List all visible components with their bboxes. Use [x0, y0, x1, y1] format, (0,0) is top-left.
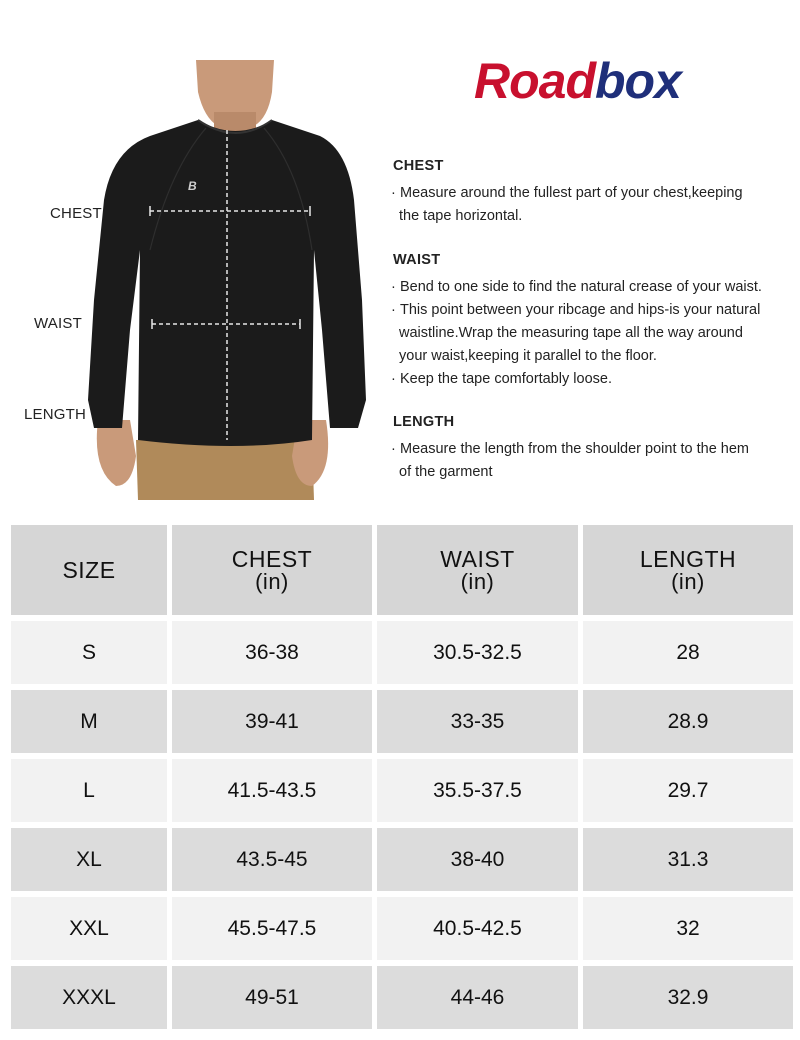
table-cell-length: 29.7 — [583, 759, 793, 822]
header-waist-unit: (in) — [460, 569, 495, 594]
table-cell-size: XXXL — [11, 966, 167, 1029]
table-cell-waist: 33-35 — [377, 690, 578, 753]
logo-part-a: Road — [474, 53, 595, 109]
table-cell-waist: 40.5-42.5 — [377, 897, 578, 960]
guide-chest-line: the tape horizontal. — [399, 208, 523, 224]
table-cell-length: 28 — [583, 621, 793, 684]
table-cell-length: 28.9 — [583, 690, 793, 753]
guide-waist-line: your waist,keeping it parallel to the floor. — [399, 348, 657, 364]
svg-text:B: B — [188, 179, 197, 193]
table-cell-waist: 35.5-37.5 — [377, 759, 578, 822]
table-cell-chest: 36-38 — [172, 621, 372, 684]
guide-length-line: · Measure the length from the shoulder point to the hem — [393, 438, 793, 461]
table-cell-waist: 30.5-32.5 — [377, 621, 578, 684]
guide-waist-title: WAIST — [393, 252, 441, 268]
guide-length-title: LENGTH — [393, 414, 455, 430]
header-chest — [172, 525, 372, 615]
table-cell-size: S — [11, 621, 167, 684]
table-cell-waist: 38-40 — [377, 828, 578, 891]
guide-chest-line: · Measure around the fullest part of your chest,keeping — [393, 182, 793, 205]
table-cell-chest: 43.5-45 — [172, 828, 372, 891]
waist-label: WAIST — [34, 315, 82, 332]
brand-logo-text — [474, 52, 694, 110]
guide-waist-line: · Keep the tape comfortably loose. — [393, 368, 793, 391]
guide-waist-line: · This point between your ribcage and hips-is your natural — [393, 299, 793, 322]
table-cell-chest: 41.5-43.5 — [172, 759, 372, 822]
table-cell-length: 31.3 — [583, 828, 793, 891]
guide-length — [393, 414, 793, 484]
header-chest-unit: (in) — [255, 569, 289, 594]
shirt-illustration — [0, 0, 380, 510]
table-cell-size: XL — [11, 828, 167, 891]
table-cell-waist: 44-46 — [377, 966, 578, 1029]
table-cell-length: 32 — [583, 897, 793, 960]
header-waist — [377, 525, 578, 615]
table-cell-size: M — [11, 690, 167, 753]
table-cell-length: 32.9 — [583, 966, 793, 1029]
guide-waist-line: · Bend to one side to find the natural crease of your waist. — [393, 276, 793, 299]
guide-chest — [393, 158, 793, 228]
header-chest-title: CHEST — [231, 546, 313, 572]
guide-chest-title: CHEST — [393, 158, 444, 174]
brand-logo — [474, 52, 694, 114]
header-size — [11, 525, 167, 615]
logo-part-b: box — [595, 53, 681, 109]
guide-length-line: of the garment — [399, 464, 493, 480]
length-label: LENGTH — [24, 406, 87, 423]
table-cell-size: XXL — [11, 897, 167, 960]
header-length — [583, 525, 793, 615]
header-size-title: SIZE — [62, 557, 116, 583]
guide-waist-line: waistline.Wrap the measuring tape all the way around — [399, 325, 743, 341]
guide-waist — [393, 252, 793, 391]
table-cell-chest: 39-41 — [172, 690, 372, 753]
table-cell-chest: 49-51 — [172, 966, 372, 1029]
chest-label: CHEST — [50, 205, 102, 222]
table-cell-size: L — [11, 759, 167, 822]
header-length-unit: (in) — [671, 569, 705, 594]
header-length-title: LENGTH — [639, 546, 737, 572]
shirt-drawing — [0, 0, 380, 510]
table-cell-chest: 45.5-47.5 — [172, 897, 372, 960]
header-waist-title: WAIST — [440, 546, 515, 572]
